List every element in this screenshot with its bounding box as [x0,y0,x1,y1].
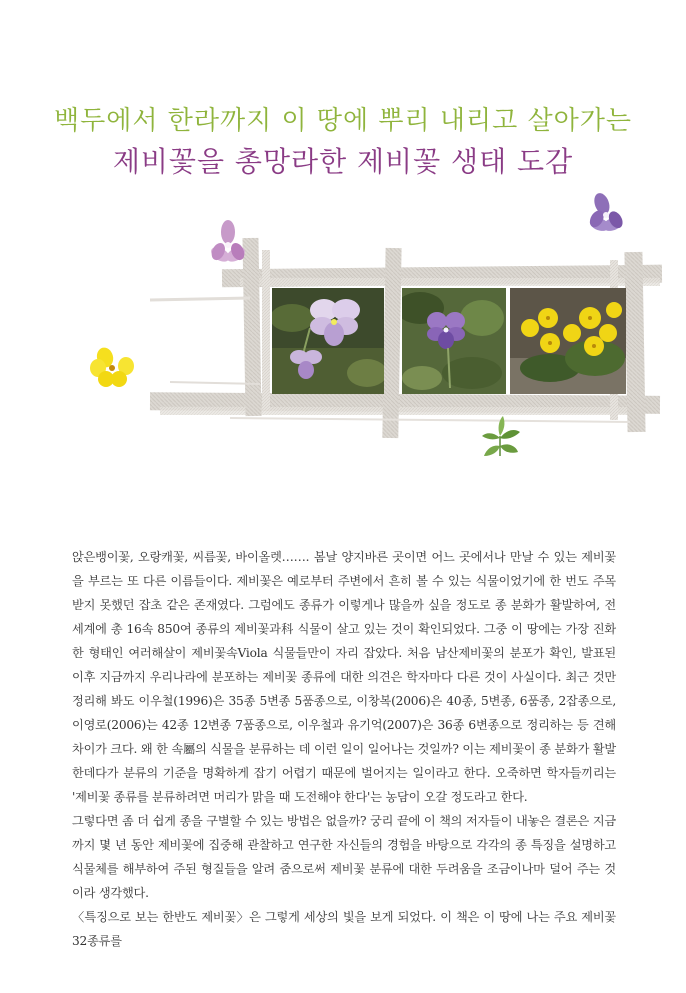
lattice-band-bottom-2 [160,407,640,415]
yellow-violet-icon [90,346,134,387]
body-paragraph-3: 〈특징으로 보는 한반도 제비꽃〉은 그렇게 세상의 빛을 보게 되었다. 이 책은 이 땅에 나는 주요 제비꽃 32종류를 [72,910,616,948]
page-subtitle: 백두에서 한라까지 이 땅에 뿌리 내리고 살아가는 [54,106,632,136]
body-paragraph-1: 앉은뱅이꽃, 오랑캐꽃, 씨름꽃, 바이올렛……. 봄날 양지바른 곳이면 어느 곳에서나 만날 수 있는 제비꽃을 부르는 또 다른 이름들이다. 제비꽃은 예로부터 주변에서 흔히 볼 수 있는 식물이었기에 한 번도 주목받지 못했던 잡초 같은 존재였다. 그럼에도 종류가 이렇게나 많을까 싶을 정도로 종 분화가 활발하여, 전 세계에 총 16속 850여 종류의 제비꽃과科 식물이 살고 있는 것이 확인되었다. 그중 이 땅에는 가장 진화한 형태인 여러해살이 제비꽃속Viola 식물들만이 자리 잡았다. 처음 남산제비꽃의 분포가 확인, 발표된 이후 지금까지 우리나라에 분포하는 제비꽃 종류에 대한 의견은 학자마다 다른 것이 사실이다. 최근 것만 정리해 봐도 이우철(1996)은 35종 5변종 5품종으로, 이창복(2006)은 40종, 5변종, 6품종, 2잡종으로, 이영로(2006)는 42종 12변종 7품종으로, 이우철과 유기억(2007)은 36종 6변종으로 정리하는 등 견해 차이가 크다. 왜 한 속屬의 식물을 분류하는 데 이런 일이 일어나는 것일까? 이는 제비꽃이 종 분화가 활발한데다가 분류의 기준을 명확하게 잡기 어렵기 때문에 벌어지는 일이라고 한다. 오죽하면 학자들끼리는 '제비꽃 종류를 분류하려면 머리가 맑을 때 도전해야 한다'는 농담이 오갈 정도라고 한다. [72,550,616,804]
yellow-violet-photo-icon [510,288,626,394]
lattice-post-1 [242,238,261,416]
pink-violet-icon [209,220,248,265]
lattice-post-2 [262,250,270,410]
lattice-band-top-2 [240,278,660,286]
pale-violet-photo [272,288,384,394]
body-text [72,545,616,953]
lattice-post-4 [624,252,645,432]
pale-lavender-violet-icon [272,288,384,394]
page-title: 제비꽃을 총망라한 제비꽃 생태 도감 [112,145,574,178]
leaf-sprig-icon [482,416,520,456]
purple-violet-photo-icon [402,288,506,394]
body-paragraph-2: 그렇다면 좀 더 쉽게 종을 구별할 수 있는 방법은 없을까? 궁리 끝에 이 책의 저자들이 내놓은 결론은 지금까지 몇 년 동안 제비꽃에 집중해 관찰하고 연구한 자신들의 경험을 바탕으로 각각의 종 특징을 설명하고 식물체를 해부하여 주된 형질들을 알려 줌으로써 제비꽃 분류에 대한 두려움을 조금이나마 덜어 주는 것이라 생각했다. [72,814,616,900]
purple-violet-icon [587,191,625,233]
purple-violet-photo [402,288,506,394]
yellow-violet-photo [510,288,626,394]
lattice-post-3 [382,248,401,438]
